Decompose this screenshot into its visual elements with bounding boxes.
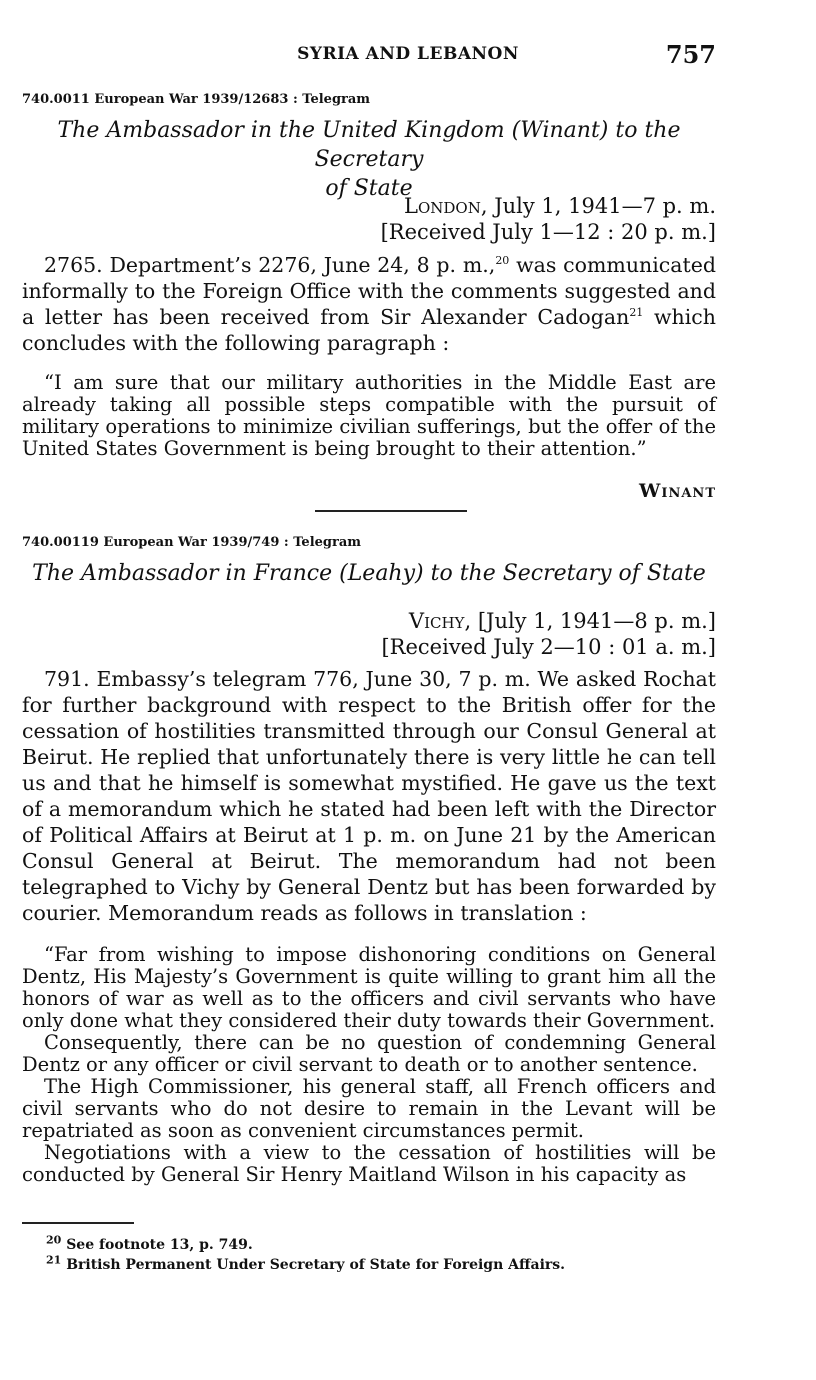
doc1-body-part-b: was communicated informally to the Foreign Office with the comments suggested and a letter has been received from Sir Alexander Cadogan xyxy=(22,253,717,329)
doc1-body-part-c: which concludes with the following paragraph : xyxy=(22,305,716,355)
doc1-date: July 1, 1941—7 p. m. xyxy=(494,194,716,218)
doc1-title xyxy=(22,116,716,203)
doc1-place: London, xyxy=(404,194,488,218)
memorandum-paragraph-3: The High Commissioner, his general staff, all French officers and civil servants who do not desire to remain in the Levant will be repatriated as soon as convenient circumstances permit. xyxy=(22,1075,716,1142)
footnote-21-mark: 21 xyxy=(46,1253,62,1267)
section-divider xyxy=(315,510,467,512)
doc1-signature: Winant xyxy=(639,480,716,502)
doc2-place: Vichy, xyxy=(408,609,472,633)
doc1-file-reference: 740.0011 European War 1939/12683 : Telegram xyxy=(22,92,371,107)
doc2-dateline xyxy=(381,608,716,660)
doc2-body: 791. Embassy’s telegram 776, June 30, 7 p. m. We asked Rochat for further background with respect to the British offer for the cessation of hostilities transmitted through our Consul General at Beirut. He replied that unfortunately there is very little he can tell us and that he himself is somewhat mystified. He gave us the text of a memorandum which he stated had been left with the Director of Political Affairs at Beirut at 1 p. m. on June 21 by the American Consul General at Beirut. The memorandum had not been telegraphed to Vichy by General Dentz but has been forwarded by courier. Memorandum reads as follows in translation : xyxy=(22,667,716,925)
doc1-body-part-a: 2765. Department’s 2276, June 24, 8 p. m., xyxy=(44,253,496,277)
running-header-title: SYRIA AND LEBANON xyxy=(297,44,519,64)
page-number: 757 xyxy=(665,40,716,69)
footnote-20-text: See footnote 13, p. 749. xyxy=(66,1237,253,1253)
footnote-20 xyxy=(46,1233,253,1254)
doc2-sent-date xyxy=(381,608,716,634)
doc1-dateline xyxy=(381,193,716,245)
doc2-memorandum xyxy=(22,944,716,1186)
memorandum-paragraph-1: “Far from wishing to impose dishonoring conditions on General Dentz, His Majesty’s Government is quite willing to grant him all the honors of war as well as to the officers and civil servants who have only done what they considered their duty towards their Government. xyxy=(22,943,716,1032)
doc1-title-line2: of State xyxy=(325,176,413,201)
doc1-body xyxy=(22,252,716,356)
footnote-divider xyxy=(22,1222,134,1224)
footnote-21-text: British Permanent Under Secretary of State for Foreign Affairs. xyxy=(66,1257,566,1273)
doc2-received: [Received July 2—10 : 01 a. m.] xyxy=(381,635,716,659)
doc2-file-reference: 740.00119 European War 1939/749 : Telegram xyxy=(22,535,362,550)
doc1-sent-date xyxy=(381,193,716,219)
footnote-20-mark: 20 xyxy=(46,1233,62,1247)
doc1-quote: “I am sure that our military authorities in the Middle East are already taking all possible steps compatible with the pursuit of military operations to minimize civilian sufferings, but the offer of the United States Government is being brought to their attention.” xyxy=(22,371,716,460)
footnote-ref-21: 21 xyxy=(629,306,644,320)
doc2-date: [July 1, 1941—8 p. m.] xyxy=(477,609,716,633)
memorandum-paragraph-4: Negotiations with a view to the cessation of hostilities will be conducted by General Sir Henry Maitland Wilson in his capacity as xyxy=(22,1141,716,1186)
memorandum-paragraph-2: Consequently, there can be no question of condemning General Dentz or any officer or civil servant to death or to another sentence. xyxy=(22,1031,716,1076)
doc1-title-line1: The Ambassador in the United Kingdom (Winant) to the Secretary xyxy=(57,118,681,172)
doc2-title: The Ambassador in France (Leahy) to the Secretary of State xyxy=(32,561,706,586)
footnote-ref-20: 20 xyxy=(495,254,510,268)
doc1-received: [Received July 1—12 : 20 p. m.] xyxy=(380,220,716,244)
footnote-21 xyxy=(46,1253,566,1274)
